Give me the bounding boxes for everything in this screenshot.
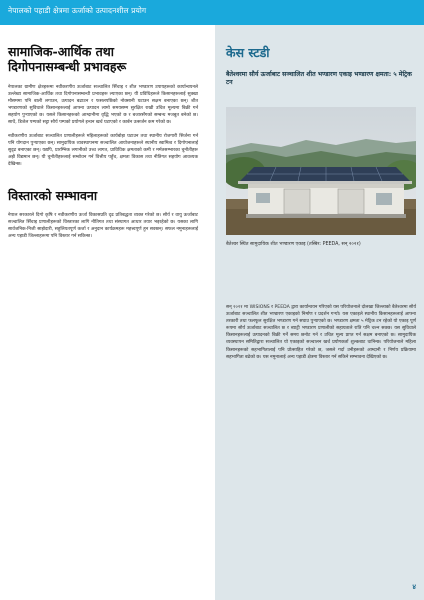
case-study-subtitle: बैतेश्वरमा सौर्य ऊर्जाबाट सञ्चालित शीत भण्डारण एकाइ भण्डारण क्षमता: ५ मेट्रिक टन xyxy=(226,71,412,87)
section-paragraph: नेपाल सरकारले दिगो कृषि र नवीकरणीय ऊर्जा विकासप्रति दृढ प्रतिबद्धता व्यक्त गरेको छ। सौर्य र वायु ऊर्जाबाट सञ्चालित सिँचाइ प्रणालीहरूको विस्तारका लागि नीतिगत तथा संस्थागत आधार तयार भइरहेको छ। यसका लागि सार्वजनिक-निजी साझेदारी, सहुलियतपूर्ण कर्जा र अनुदान कार्यक्रमहरू महत्त्वपूर्ण हुन सक्छन्। सफल नमुनाहरूलाई अन्य पहाडी जिल्लाहरूमा पनि विस्तार गर्न सकिन्छ। xyxy=(8,213,198,240)
section-paragraph: नेपालका ग्रामीण क्षेत्रहरूमा नवीकरणीय ऊर्जाबाट सञ्चालित सिँचाइ र शीत भण्डारण उपायहरूको कार्यान्वयनले उल्लेख्य सामाजिक-आर्थिक तथा दिगोपनासम्बन्धी प्रभावहरू ल्याएका छन्। यी प्रविधिहरूले किसानहरूलाई सुक्खा मौसममा पनि बाली लगाउन, उत्पादन बढाउन र फसलपछिको नोक्सानी घटाउन सक्षम बनाएका छन्। शीत भण्डारणको सुविधाले किसानहरूलाई आफ्ना उत्पादन लामो समयसम्म सुरक्षित राखी उचित मूल्यमा बिक्री गर्न सहयोग पुर्‍याएको छ। यसले किसानहरूको आम्दानीमा वृद्धि भएको छ र बजारसँगको सम्बन्ध मजबुत बनेको छ। साथै, डिजेल पम्पको सट्टा सौर्य पम्पको प्रयोगले इन्धन खर्च घटाएको र कार्बन उत्सर्जन कम गरेको छ। xyxy=(8,85,198,126)
photo-caption: बैतेश्वर स्थित सामुदायिक शीत भण्डारण एकाइ (तस्बिर: PEEDA, सन् २०२१) xyxy=(226,242,361,247)
section-title: विस्तारको सम्भावना xyxy=(8,188,98,204)
case-study-body: सन् २०२१ मा WISIONS र PEEDA द्वारा कार्यान्वयन गरिएको यस परियोजनाले दोलखा जिल्लाको बैतेश्वरमा सौर्य ऊर्जाबाट सञ्चालित शीत भण्डारण एकाइको निर्माण र प्रदर्शन गर्‍यो। यस एकाइले स्थानीय किसानहरूलाई आफ्ना तरकारी तथा फलफूल सुरक्षित भण्डारण गर्न सघाउ पुर्‍याएको छ। भण्डारण क्षमता ५ मेट्रिक टन रहेको यो एकाइ पूर्ण रूपमा सौर्य ऊर्जाबाट सञ्चालित छ र ब्याट्री भण्डारण प्रणालीको सहायताले राति पनि चल्न सक्छ। यस सुविधाले किसानहरूलाई उत्पादनको बिक्री गर्ने समय छनोट गर्न र उचित मूल्य प्राप्त गर्न सक्षम बनाएको छ। सामुदायिक व्यवस्थापन समितिद्वारा सञ्चालित यो एकाइको सञ्चालन खर्च प्रयोगकर्ता शुल्कबाट धानिन्छ। परियोजनाले महिला किसानहरूको सहभागितालाई पनि प्रोत्साहित गरेको छ, जसले गर्दा उनीहरूको आम्दानी र निर्णय प्रक्रियामा सहभागिता बढेको छ। यस नमुनालाई अन्य पहाडी क्षेत्रमा विस्तार गर्न सकिने सम्भावना देखिएको छ। xyxy=(226,305,416,360)
case-study-panel xyxy=(215,25,424,600)
header-bar xyxy=(0,0,424,25)
section-paragraph: नवीकरणीय ऊर्जाबाट सञ्चालित प्रणालीहरूले महिलाहरूको कार्यबोझ घटाउन तथा स्थानीय रोजगारी सिर्जना गर्न पनि योगदान पुर्‍याएका छन्। सामुदायिक व्यवस्थापनमा सञ्चालित आयोजनाहरूले स्थानीय स्वामित्व र दिगोपनालाई सुदृढ बनाएका छन्। यद्यपि, प्रारम्भिक लगानीको उच्च लागत, प्राविधिक क्षमताको कमी र मर्मतसम्भारका चुनौतीहरू अझै विद्यमान छन्। यी चुनौतीहरूलाई सम्बोधन गर्न वित्तीय पहुँच, क्षमता विकास तथा नीतिगत सहयोग आवश्यक देखिन्छ। xyxy=(8,133,198,167)
cold-storage-photo xyxy=(226,107,416,235)
photo-illustration xyxy=(226,107,416,235)
page-number: ४ xyxy=(412,583,416,591)
section-title: सामाजिक-आर्थिक तथा दिगोपनासम्बन्धी प्रभावहरू xyxy=(8,44,127,74)
main-column xyxy=(8,44,198,240)
running-title: नेपालको पहाडी क्षेत्रमा ऊर्जाको उत्पादनशील प्रयोग xyxy=(8,6,147,15)
case-study-title: केस स्टडी xyxy=(226,45,270,60)
